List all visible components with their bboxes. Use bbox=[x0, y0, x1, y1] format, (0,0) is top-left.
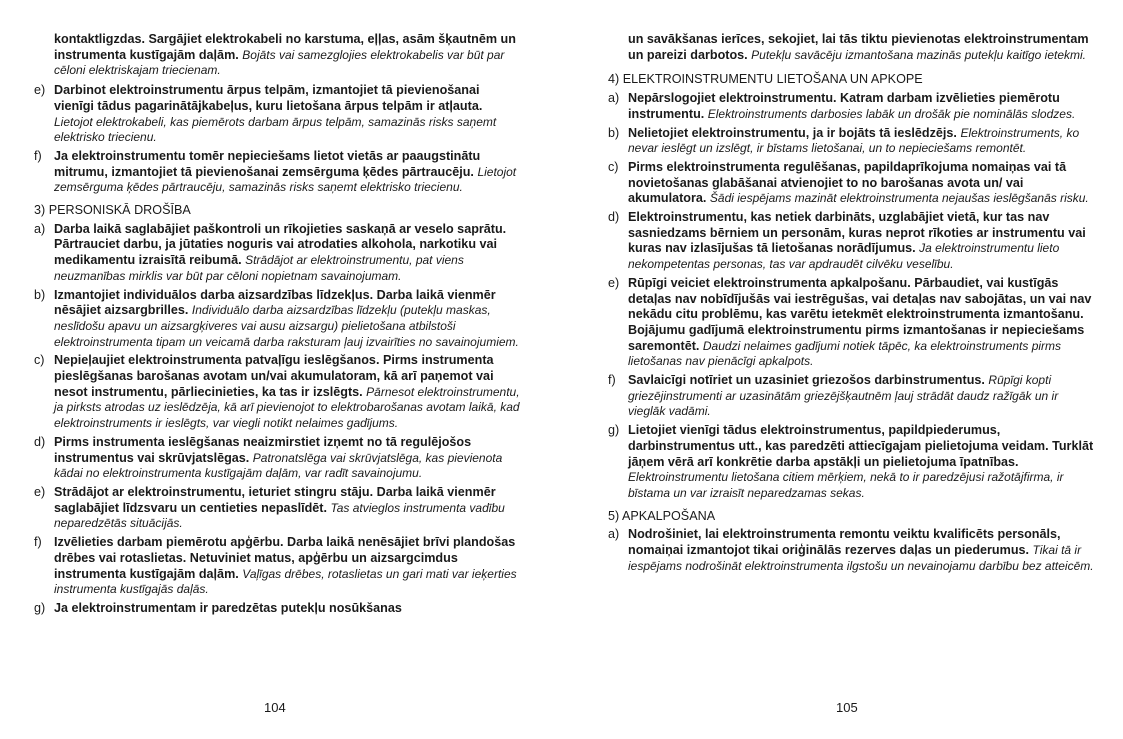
item-bold-text: Izvēlieties darbam piemērotu apģērbu. Darba laikā nenēsājiet brīvi plandošas drēbes vai rotaslietas. Netuviniet matus, apģērbu un aizsargcimdus instrumenta kustīgajām daļām. bbox=[54, 535, 516, 581]
list-item bbox=[34, 353, 522, 432]
item-bold-text: Ja elektroinstrumentu tomēr nepieciešams lietot vietās ar paaugstinātu mitrumu, izmantojiet tā pievienošanai zemsērguma ķēdes pārtraucēju. bbox=[54, 148, 481, 179]
page-number-right: 105 bbox=[836, 700, 858, 715]
item-italic-text: Tikai tā ir iespējams nodrošināt elektroinstrumenta ilgstošu un nevainojamu darbību bez atteicēm. bbox=[628, 543, 1094, 573]
item-label: b) bbox=[34, 287, 46, 302]
continuation-italic: Putekļu savācēju izmantošana mazinās putekļu kaitīgo ietekmi. bbox=[751, 47, 1086, 62]
item-label: a) bbox=[34, 221, 46, 236]
item-italic-text: Individuālo darba aizsardzības līdzekļu (putekļu maskas, neslīdošu apavu un aizsargķiveres vai ausu aizsargu) pielietošana atbilstoši elektroinstrumenta tipam un veicamā darba raksturam ļauj izvairīties no savainojumiem. bbox=[54, 303, 519, 349]
item-body bbox=[54, 83, 522, 146]
list-item bbox=[608, 126, 1094, 157]
item-label: g) bbox=[608, 423, 620, 438]
item-body bbox=[54, 288, 522, 351]
item-italic-text: Lietojot elektrokabeli, kas piemērots darbam ārpus telpām, samazinās risks saņemt elektrisko triecienu. bbox=[54, 114, 497, 145]
item-body bbox=[628, 91, 1094, 122]
item-italic-text: Ja elektroinstrumentu lieto nekompetentas personas, tas var apdraudēt cilvēku veselību. bbox=[628, 241, 1060, 272]
item-label: c) bbox=[608, 159, 619, 174]
item-label: e) bbox=[608, 275, 620, 290]
list-item bbox=[34, 83, 522, 146]
item-body bbox=[54, 149, 522, 196]
item-body bbox=[628, 373, 1094, 420]
item-bold-text: Pirms elektroinstrumenta regulēšanas, papildaprīkojuma nomaiņas vai tā novietošanas glabāšanai atvienojiet to no barošanas avota un/ vai akumulatora. bbox=[628, 159, 1067, 206]
item-body bbox=[54, 485, 522, 532]
item-body bbox=[54, 535, 522, 598]
item-bold-text: Nepārslogojiet elektroinstrumentu. Katram darbam izvēlieties piemērotu instrumentu. bbox=[628, 91, 1060, 121]
item-label: e) bbox=[34, 484, 46, 499]
item-italic-text: Rūpīgi kopti griezējinstrumenti ar uzasinātām griezējšķautnēm ļauj strādāt daudz ražīgāk un ir vieglāk vadāmi. bbox=[628, 373, 1059, 419]
list-item bbox=[34, 222, 522, 285]
item-label: g) bbox=[34, 600, 46, 615]
continuation-bold: kontaktligzdas. Sargājiet elektrokabeli no karstuma, eļļas, asām šķautnēm un instrumenta kustīgajām daļām. bbox=[54, 32, 516, 62]
list-item bbox=[34, 535, 522, 598]
item-label: f) bbox=[34, 148, 42, 163]
item-bold-text: Savlaicīgi notīriet un uzasiniet griezošos darbinstrumentus. bbox=[628, 373, 985, 388]
item-bold-text: Nelietojiet elektroinstrumentu, ja ir bojāts tā ieslēdzējs. bbox=[628, 125, 957, 140]
item-italic-text: Daudzi nelaimes gadījumi notiek tāpēc, ka elektroinstruments pirms lietošanas nav pienācīgi apkalpots. bbox=[628, 338, 1062, 369]
item-bold-text: Strādājot ar elektroinstrumentu, ieturiet stingru stāju. Darba laikā vienmēr saglabājiet līdzsvaru un centieties nepaslīdēt. bbox=[54, 484, 496, 515]
item-body bbox=[54, 601, 522, 617]
item-body bbox=[628, 276, 1094, 370]
item-body bbox=[628, 423, 1094, 502]
item-italic-text: Elektroinstruments, ko nevar ieslēgt un izslēgt, ir bīstams lietošanai, un to nepieciešams remontēt. bbox=[628, 125, 1080, 156]
item-italic-text: Elektroinstruments darbosies labāk un drošāk pie nominālās slodzes. bbox=[707, 106, 1076, 121]
item-bold-text: Rūpīgi veiciet elektroinstrumenta apkalpošanu. Pārbaudiet, vai kustīgās detaļas nav nobīdījušās vai iestrēgušas, vai detaļas nav sabojātas, un vai nav nekādu citu problēmu, kas varētu ietekmēt elektroinstrumenta izmantošanu. Bojājumu gadījumā elektroinstrumentu pirms izmantošanas ir nepieciešams saremontēt. bbox=[628, 275, 1092, 353]
item-body bbox=[628, 126, 1094, 157]
item-body bbox=[628, 210, 1094, 273]
right-item-list bbox=[608, 91, 1094, 502]
item-label: e) bbox=[34, 83, 46, 98]
item-italic-text: Vaļīgas drēbes, rotaslietas un gari mati var ieķerties instrumenta kustīgajās daļās. bbox=[54, 566, 517, 597]
item-bold-text: Izmantojiet individuālos darba aizsardzības līdzekļus. Darba laikā vienmēr nēsājiet aizsargbrilles. bbox=[54, 287, 496, 318]
list-item bbox=[34, 485, 522, 532]
item-body bbox=[54, 222, 522, 285]
item-italic-text: Tas atvieglos instrumenta vadību neparedzētās situācijās. bbox=[54, 500, 505, 531]
list-item bbox=[608, 423, 1094, 502]
continuation-italic: Bojāts vai samezglojies elektrokabelis var būt par cēloni elektriskajam triecienam. bbox=[54, 47, 505, 78]
continuation-bold: un savākšanas ierīces, sekojiet, lai tās tiktu pievienotas elektroinstrumentam un pareizi darbotos. bbox=[628, 32, 1089, 62]
section-heading-4: 4) ELEKTROINSTRUMENTU LIETOŠANA UN APKOPE bbox=[608, 72, 923, 87]
item-label: a) bbox=[608, 527, 620, 542]
item-body bbox=[54, 353, 522, 432]
item-italic-text: Lietojot zemsērguma ķēdes pārtraucēju, samazinās risks saņemt elektrisko triecienu. bbox=[54, 164, 517, 195]
item-label: c) bbox=[34, 353, 45, 368]
right-item-list-2 bbox=[608, 527, 1094, 574]
item-bold-text: Elektroinstrumentu, kas netiek darbināts, uzglabājiet vietā, kur tas nav sasniedzams bērniem un personām, kuras neprot rīkoties ar instrumentu vai kuras nav izlasījušas tā lietošanas norādījumus. bbox=[628, 210, 1086, 256]
item-body bbox=[54, 435, 522, 482]
left-page bbox=[34, 32, 522, 620]
item-bold-text: Lietojiet vienīgi tādus elektroinstrumentus, papildpiederumus, darbinstrumentus utt., kas paredzēti attiecīgajam pielietojuma veidam. Turklāt jāņem vērā arī konkrētie darba apstākļi un pielietojuma īpatnības. bbox=[628, 423, 1094, 469]
left-continuation bbox=[54, 32, 522, 79]
item-bold-text: Pirms instrumenta ieslēgšanas neaizmirstiet izņemt no tā regulējošos instrumentus vai skrūvjatslēgas. bbox=[54, 434, 472, 465]
item-label: b) bbox=[608, 125, 620, 140]
list-item bbox=[34, 149, 522, 196]
right-page bbox=[608, 32, 1094, 578]
item-bold-text: Nepieļaujiet elektroinstrumenta patvaļīgu ieslēgšanos. Pirms instrumenta pieslēgšanas barošanas avotam un/vai akumulatoram, kā arī paņemot vai nesot instrumentu, pārliecinieties, ka tas ir izslēgts. bbox=[54, 353, 494, 399]
item-label: f) bbox=[608, 373, 616, 388]
list-item bbox=[34, 288, 522, 351]
right-continuation bbox=[628, 32, 1094, 63]
item-body bbox=[628, 160, 1094, 207]
item-italic-text: Šādi iespējams mazināt elektroinstrumenta nejaušas ieslēgšanās risku. bbox=[709, 191, 1089, 206]
section-heading-5: 5) APKALPOŠANA bbox=[608, 508, 716, 523]
list-item bbox=[608, 210, 1094, 273]
list-item bbox=[34, 601, 522, 617]
item-body bbox=[628, 527, 1094, 574]
item-bold-text: Ja elektroinstrumentam ir paredzētas putekļu nosūkšanas bbox=[54, 600, 402, 615]
left-item-list bbox=[34, 222, 522, 617]
section-heading-3: 3) PERSONISKĀ DROŠĪBA bbox=[34, 203, 191, 218]
item-italic-text: Elektroinstrumentu lietošana citiem mērķiem, nekā to ir paredzējusi ražotājfirma, ir bīstama un var izraisīt neparedzamas sekas. bbox=[628, 470, 1064, 500]
page-number-left: 104 bbox=[264, 700, 286, 715]
item-italic-text: Pārnesot elektroinstrumentu, ja pirksts atrodas uz ieslēdzēja, kā arī pievienojot to elektrobarošanas avotam laikā, kad elektroinstruments ir ieslēgts, var viegli notikt nelaimes gadījums. bbox=[54, 384, 520, 431]
item-bold-text: Darba laikā saglabājiet paškontroli un rīkojieties saskaņā ar veselo saprātu. Pārtrauciet darbu, ja jūtaties noguris vai atrodaties alkohola, narkotiku vai medikamentu izraisītā reibumā. bbox=[54, 221, 507, 268]
item-italic-text: Patronatslēga vai skrūvjatslēga, kas pievienota kādai no elektroinstrumenta kustīgajām daļām, var radīt savainojumu. bbox=[54, 450, 503, 481]
list-item bbox=[608, 276, 1094, 370]
item-label: d) bbox=[608, 210, 620, 225]
left-top-list bbox=[34, 83, 522, 196]
list-item bbox=[608, 373, 1094, 420]
list-item bbox=[608, 91, 1094, 122]
item-italic-text: Strādājot ar elektroinstrumentu, pat viens neuzmanības mirklis var būt par cēloni nopietnam savainojumam. bbox=[54, 253, 464, 283]
list-item bbox=[608, 160, 1094, 207]
item-bold-text: Nodrošiniet, lai elektroinstrumenta remontu veiktu kvalificēts personāls, nomaiņai izmantojot tikai oriģinālās rezerves daļas un piederumus. bbox=[628, 527, 1061, 558]
item-label: a) bbox=[608, 91, 620, 106]
list-item bbox=[34, 435, 522, 482]
item-label: d) bbox=[34, 434, 46, 449]
item-label: f) bbox=[34, 535, 42, 550]
list-item bbox=[608, 527, 1094, 574]
item-bold-text: Darbinot elektroinstrumentu ārpus telpām, izmantojiet tā pievienošanai vienīgi tādus pagarinātājkabeļus, kuru lietošana ārpus telpām ir atļauta. bbox=[54, 83, 483, 113]
